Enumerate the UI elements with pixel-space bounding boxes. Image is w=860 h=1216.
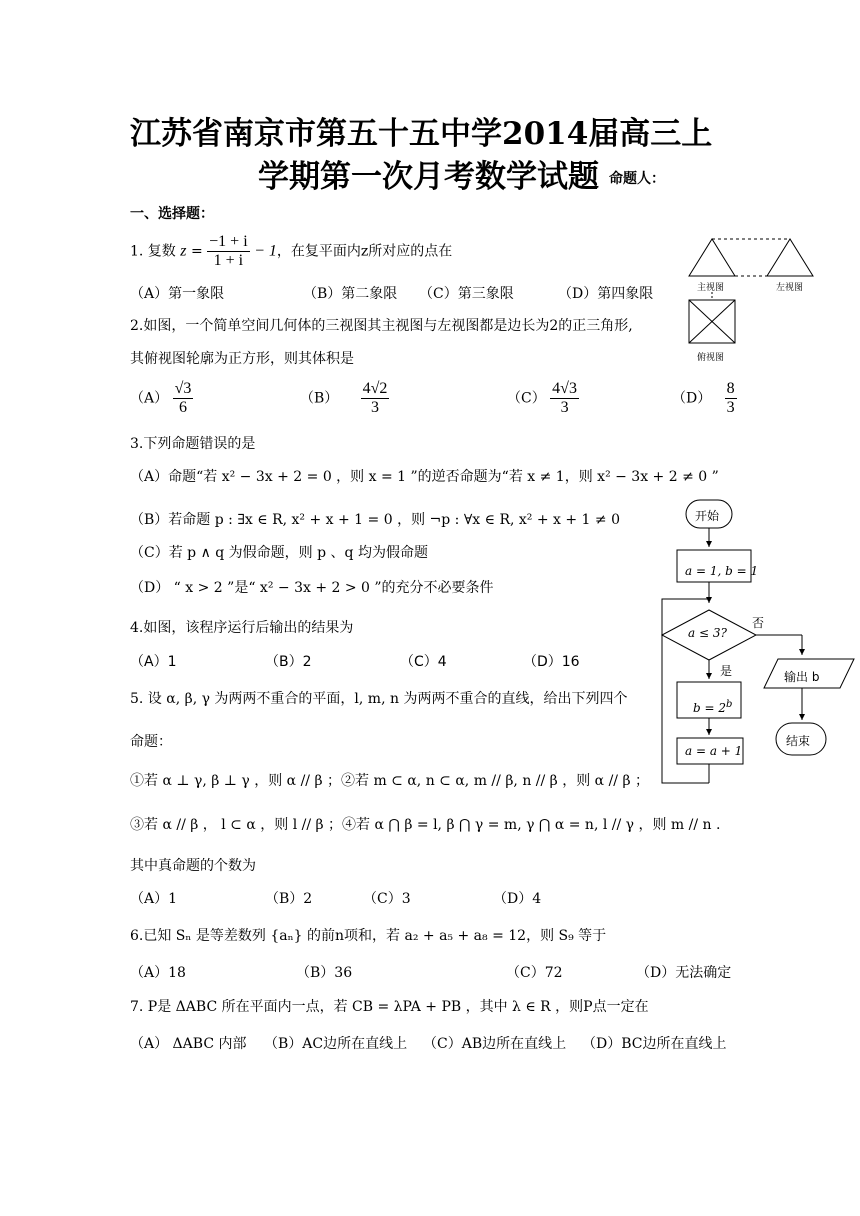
q5-line-1: 5. 设 α, β, γ 为两两不重合的平面，l, m, n 为两两不重合的直线，给出下列四个 <box>130 691 628 707</box>
q5-option-b: （B）2 <box>265 891 313 907</box>
section-heading: 一、选择题： <box>130 206 214 222</box>
flow-no: 否 <box>752 616 765 630</box>
q1-suffix: ，在复平面内z所对应的点在 <box>276 243 453 260</box>
q5-line-5: 其中真命题的个数为 <box>130 858 256 874</box>
q4-option-c: （C）4 <box>400 654 447 670</box>
q5-line-2: 命题： <box>130 734 172 750</box>
q3-line: 3.下列命题错误的是 <box>130 436 256 452</box>
q5-line-3: ①若 α ⊥ γ, β ⊥ γ ，则 α // β ；②若 m ⊂ α, n ⊂ α, m // β, n // β ，则 α // β ； <box>130 773 649 789</box>
q4-option-b: （B）2 <box>265 654 312 670</box>
three-view-figure <box>684 234 824 364</box>
q5-line-4: ③若 α // β ， l ⊂ α ，则 l // β ；④若 α ⋂ β = l, β ⋂ γ = m, γ ⋂ α = n, l // γ ，则 m // n . <box>130 817 721 833</box>
title-line-1: 江苏省南京市第五十五中学2014届高三上 <box>130 116 713 152</box>
q7-option-c: （C）AB边所在直线上 <box>423 1036 567 1052</box>
q1-option-c: （C）第三象限 <box>419 286 514 302</box>
q4-line: 4.如图，该程序运行后输出的结果为 <box>130 620 354 636</box>
q6-option-d: （D）无法确定 <box>636 965 732 981</box>
q7-option-b: （B）AC边所在直线上 <box>264 1036 408 1052</box>
q4-option-a: （A）1 <box>130 654 177 670</box>
q2-option-c: （C） $\frac{4√3}{3}$ <box>507 380 577 416</box>
flow-yes: 是 <box>720 664 733 678</box>
q6-option-c: （C）72 <box>506 965 563 981</box>
question-1: 1. 复数 z = $\frac{-1 + i}{1 + i}$ − 1，在复平面内z所对应的点在 <box>130 233 453 269</box>
q3-option-b: （B）若命题 p : ∃x ∈ R, x² + x + 1 = 0 ，则 ¬p : ∀x ∈ R, x² + x + 1 ≠ 0 <box>130 512 620 528</box>
q5-option-d: （D）4 <box>493 891 542 907</box>
q2-option-b: （B） $\frac{4√2}{3}$ <box>300 380 388 416</box>
q7-option-a: （A） ΔABC 内部 <box>130 1036 247 1052</box>
q3-option-a: （A）命题“若 x² − 3x + 2 = 0 ，则 x = 1 ”的逆否命题为“若 x ≠ 1，则 x² − 3x + 2 ≠ 0 ” <box>130 469 719 485</box>
q2-option-a: （A） $\frac{√3}{6}$ <box>130 380 192 416</box>
q6-line: 6.已知 Sₙ 是等差数列 {aₙ} 的前n项和，若 a₂ + a₅ + a₈ = 12，则 S₉ 等于 <box>130 928 607 944</box>
q6-option-a: （A）18 <box>130 965 186 981</box>
q4-option-d: （D）16 <box>523 654 580 670</box>
q2-line-1: 2.如图，一个简单空间几何体的三视图其主视图与左视图都是边长为2的正三角形, <box>130 318 633 334</box>
q1-fraction: $\frac{-1 + i}{1 + i}$ <box>209 233 248 269</box>
q7-option-d: （D）BC边所在直线上 <box>582 1036 727 1052</box>
q6-option-b: （B）36 <box>296 965 353 981</box>
flow-output: 输出 b <box>784 670 820 684</box>
flowchart <box>650 495 860 795</box>
flow-assign-a: a = a + 1 <box>685 744 743 758</box>
flow-init: a = 1, b = 1 <box>685 564 759 578</box>
q3-option-d: （D） “ x > 2 ”是“ x² − 3x + 2 > 0 ”的充分不必要条件 <box>130 580 494 596</box>
fig-label-front: 主视图 <box>697 283 725 293</box>
q7-line: 7. P是 ΔABC 所在平面内一点，若 CB = λPA + PB ，其中 λ ∈ R ，则P点一定在 <box>130 999 649 1015</box>
flow-assign-b: $b = 2^b$ <box>693 699 733 715</box>
flow-start: 开始 <box>695 509 720 523</box>
q1-option-d: （D）第四象限 <box>558 286 654 302</box>
title-line-2: 学期第一次月考数学试题 <box>258 159 599 195</box>
q1-prefix: 1. 复数 <box>130 243 176 260</box>
q1-option-b: （B）第二象限 <box>303 286 398 302</box>
q2-line-2: 其俯视图轮廓为正方形，则其体积是 <box>130 351 354 367</box>
flow-condition: a ≤ 3? <box>688 626 727 640</box>
flow-end: 结束 <box>786 734 811 748</box>
q2-option-d: （D） $\frac{8}{3}$ <box>672 380 735 416</box>
q5-option-c: （C）3 <box>363 891 411 907</box>
q1-option-a: （A）第一象限 <box>130 286 225 302</box>
fig-label-top: 俯视图 <box>697 353 725 363</box>
author-label: 命题人： <box>609 171 665 187</box>
q5-option-a: （A）1 <box>130 891 178 907</box>
fig-label-left: 左视图 <box>776 283 804 293</box>
q3-option-c: （C）若 p ∧ q 为假命题，则 p 、q 均为假命题 <box>130 545 428 561</box>
